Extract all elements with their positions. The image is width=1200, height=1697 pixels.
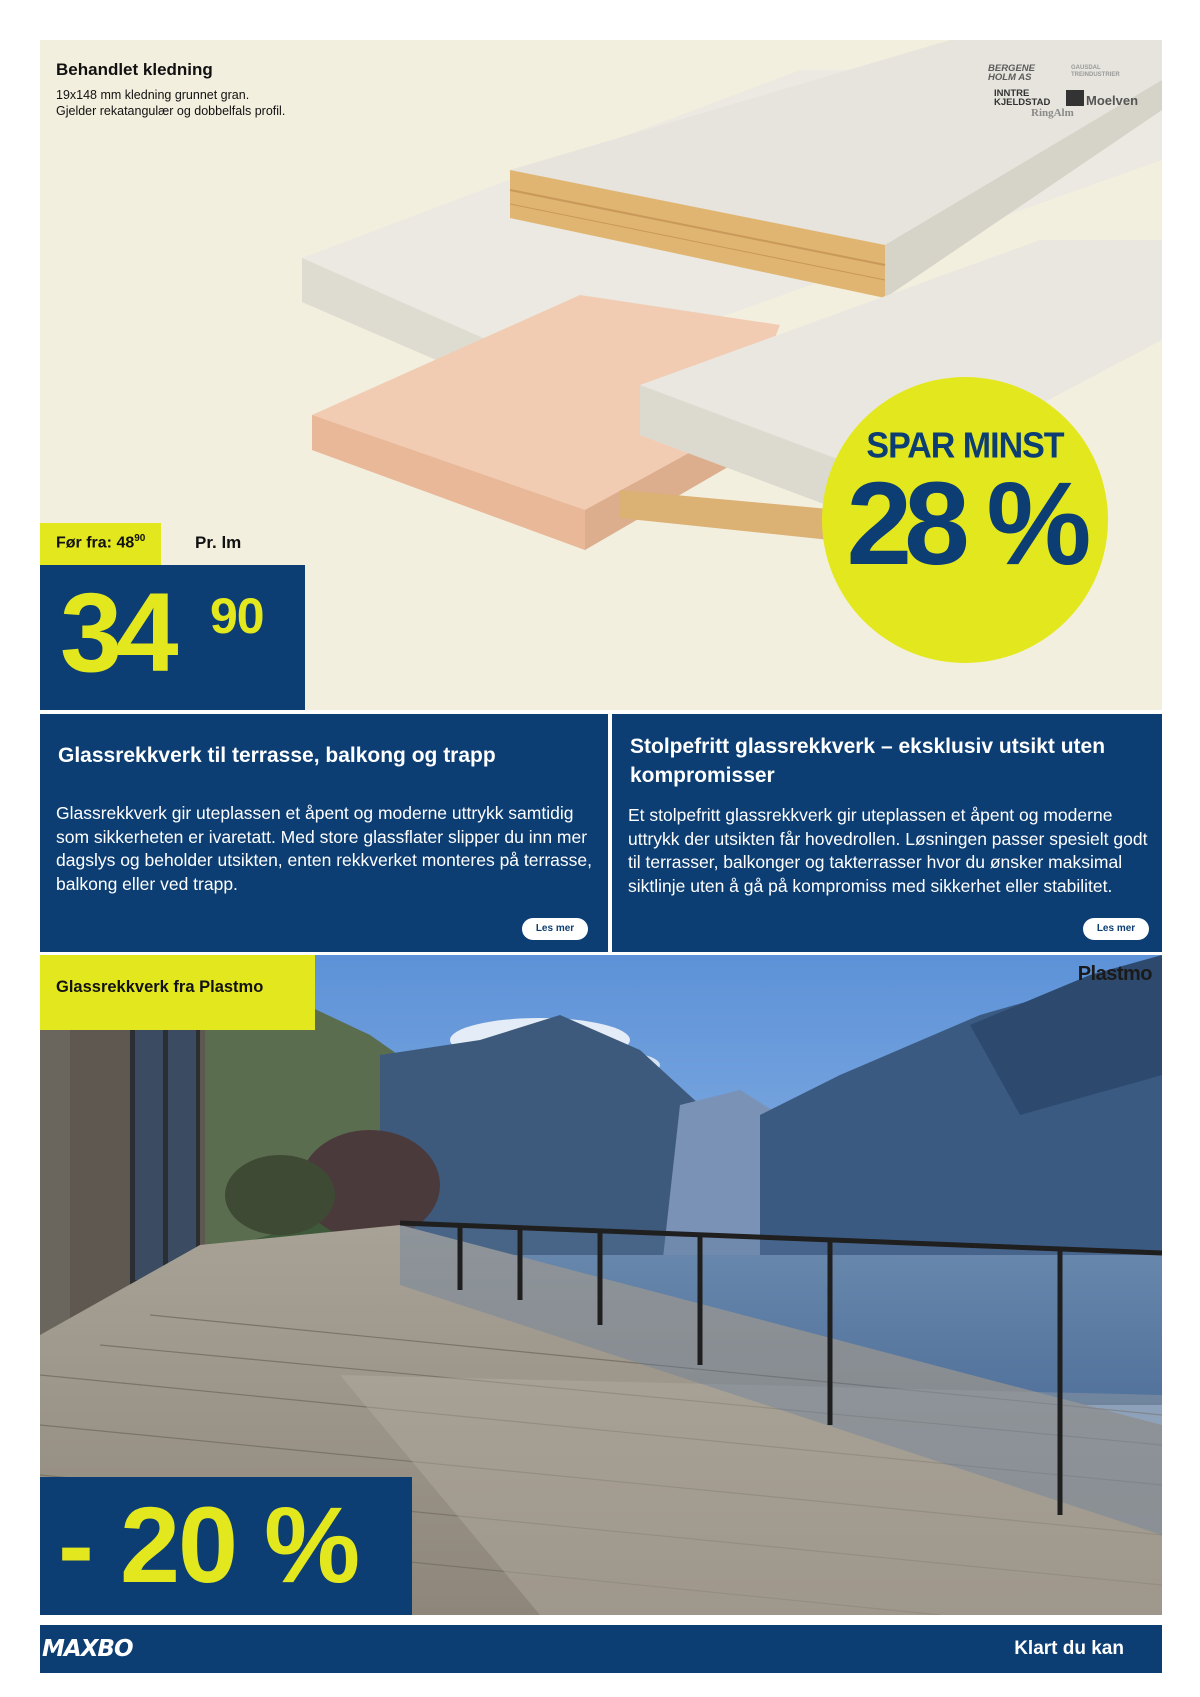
logo-text: KJELDSTAD xyxy=(994,97,1051,108)
terrace-photo xyxy=(40,955,1162,1615)
gausdal-logo xyxy=(1071,65,1120,79)
discount-value: - 20 % xyxy=(58,1484,359,1605)
logo-text: GAUSDAL xyxy=(1071,65,1101,71)
inntre-kjeldstad-logo xyxy=(994,89,1050,107)
before-price-cents: 90 xyxy=(134,533,146,544)
frameless-railing-panel xyxy=(612,714,1162,952)
price-cents: 90 xyxy=(210,588,264,644)
savings-value: 28 % xyxy=(846,458,1084,590)
logo-text: HOLM AS xyxy=(988,72,1032,83)
read-more-button[interactable]: Les mer xyxy=(1083,918,1149,940)
moelven-logo: Moelven xyxy=(1086,93,1139,108)
product-offer xyxy=(40,40,1162,710)
supplier-logos xyxy=(976,60,1146,122)
logo-text: TREINDUSTRIER xyxy=(1071,72,1120,78)
ringalm-logo: RingAlm xyxy=(1031,107,1074,119)
read-more-button[interactable]: Les mer xyxy=(522,918,588,940)
logo-text: INNTRE xyxy=(994,88,1030,99)
footer-slogan: Klart du kan xyxy=(1014,1638,1124,1659)
price-box xyxy=(40,565,305,710)
product-title: Behandlet kledning xyxy=(56,60,213,79)
footer xyxy=(40,1625,1162,1673)
panel-body: Glassrekkverk gir uteplassen et åpent og moderne uttrykk samtidig som sikkerheten er ivaretatt. Med store glassflater slipper du inn mer dagslys og beholder utsikten, enten rekkverket monteres på terrasse, balkong eller ved trapp. xyxy=(56,803,592,894)
plastmo-logo: Plastmo xyxy=(1077,963,1152,985)
panel-title: Glassrekkverk til terrasse, balkong og trapp xyxy=(58,744,496,767)
before-price-label: Før fra: 48 xyxy=(56,534,135,552)
before-price xyxy=(40,523,161,565)
product-description-line: Gjelder rekatangulær og dobbelfals profil. xyxy=(56,104,286,118)
discount-box xyxy=(40,1477,412,1615)
savings-label: SPAR MINST xyxy=(866,426,1064,466)
panel-body: Et stolpefritt glassrekkverk gir uteplassen et åpent og moderne uttrykk der utsikten får hovedrollen. Løsningen passer spesielt godt til terrasser, balkonger og takterrasser hvor du ønsker maksimal siktlinje uten å gå på kompromiss med sikkerhet eller stabilitet. xyxy=(628,805,1148,896)
glass-railing-panel xyxy=(40,714,608,952)
photo-tag: Glassrekkverk fra Plastmo xyxy=(40,955,315,1030)
price-unit: Pr. lm xyxy=(195,533,242,552)
logo-text: BERGENE xyxy=(988,63,1035,74)
product-description-line: 19x148 mm kledning grunnet gran. xyxy=(56,88,250,102)
moelven-m-icon xyxy=(1066,90,1084,106)
product-description xyxy=(56,87,285,119)
maxbo-logo: MAXBO xyxy=(42,1636,133,1662)
bergene-holm-logo xyxy=(988,64,1035,82)
savings-badge xyxy=(822,377,1108,663)
price-main: 34 xyxy=(60,570,173,695)
panel-title: Stolpefritt glassrekkverk – eksklusiv utsikt uten kompromisser xyxy=(630,735,1106,787)
